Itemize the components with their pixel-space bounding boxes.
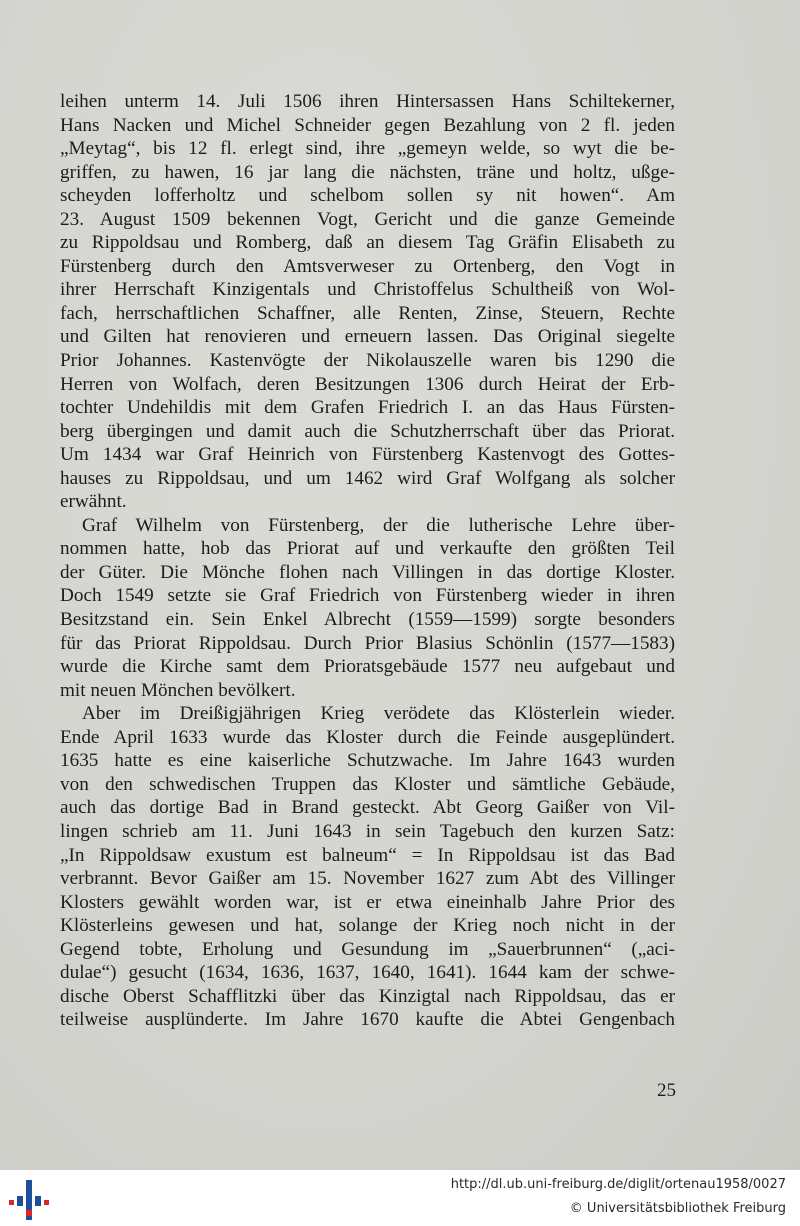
copyright-notice: © Universitätsbibliothek Freiburg — [569, 1201, 786, 1216]
text-line: „Meytag“, bis 12 fl. erlegt sind, ihre „gemeyn welde, so wyt die be- — [60, 138, 675, 160]
text-line: 23. August 1509 bekennen Vogt, Gericht und die ganze Gemeinde — [60, 208, 675, 230]
text-line: mit neuen Mönchen bevölkert. — [60, 679, 296, 701]
text-line: scheyden lofferholtz und schelbom sollen sy nit howen“. Am — [60, 185, 675, 207]
text-line: Fürstenberg durch den Amtsverweser zu Ortenberg, den Vogt in — [60, 255, 675, 277]
text-line: hauses zu Rippoldsau, und um 1462 wird Graf Wolfgang als solcher — [60, 467, 675, 489]
text-line: Um 1434 war Graf Heinrich von Fürstenberg Kastenvogt des Gottes- — [60, 444, 675, 466]
text-line: verbrannt. Bevor Gaißer am 15. November 1627 zum Abt des Villinger — [60, 868, 675, 890]
text-line: auch das dortige Bad in Brand gesteckt. Abt Georg Gaißer von Vil- — [60, 797, 675, 819]
text-line: ihrer Herrschaft Kinzigentals und Christoffelus Schultheiß von Wol- — [60, 279, 675, 301]
text-line: teilweise ausplünderte. Im Jahre 1670 kaufte die Abtei Gengenbach — [60, 1009, 675, 1031]
page-number: 25 — [657, 1080, 676, 1101]
text-line: Hans Nacken und Michel Schneider gegen Bezahlung von 2 fl. jeden — [60, 114, 675, 136]
text-line: wurde die Kirche samt dem Prioratsgebäude 1577 neu aufgebaut und — [60, 656, 675, 678]
text-line: leihen unterm 14. Juli 1506 ihren Hintersassen Hans Schiltekerner, — [60, 91, 675, 112]
text-line: lingen schrieb am 11. Juni 1643 in sein Tagebuch den kurzen Satz: — [60, 820, 675, 842]
text-line: Besitzstand ein. Sein Enkel Albrecht (1559—1599) sorgte besonders — [60, 609, 675, 631]
text-line: dulae“) gesucht (1634, 1636, 1637, 1640, 1641). 1644 kam der schwe- — [60, 962, 675, 984]
text-line: 1635 hatte es eine kaiserliche Schutzwache. Im Jahre 1643 wurden — [60, 750, 675, 772]
text-line: griffen, zu hawen, 16 jar lang die nächsten, träne und holtz, ußge- — [60, 161, 675, 183]
text-line: tochter Undehildis mit dem Grafen Friedrich I. an das Haus Fürsten- — [60, 397, 675, 419]
text-line: der Güter. Die Mönche flohen nach Villingen in das dortige Kloster. — [60, 561, 675, 583]
text-line: und Gilten hat renovieren und erneuern lassen. Das Original siegelte — [60, 326, 675, 348]
text-line: Doch 1549 setzte sie Graf Friedrich von Fürstenberg wieder in ihren — [60, 585, 675, 607]
text-line: zu Rippoldsau und Romberg, daß an diesem Tag Gräfin Elisabeth zu — [60, 232, 675, 254]
source-url-link[interactable]: http://dl.ub.uni-freiburg.de/diglit/ortenau1958/0027 — [450, 1177, 786, 1192]
text-line: Gegend tobte, Erholung und Gesundung im „Sauerbrunnen“ („aci- — [60, 938, 675, 960]
text-line: dische Oberst Schafflitzki über das Kinzigtal nach Rippoldsau, das er — [60, 985, 675, 1007]
text-line: Prior Johannes. Kastenvögte der Nikolauszelle waren bis 1290 die — [60, 350, 675, 372]
footer-bar — [0, 1170, 800, 1226]
university-library-logo-icon — [8, 1178, 50, 1222]
text-line: fach, herrschaftlichen Schaffner, alle Renten, Zinse, Steuern, Rechte — [60, 302, 675, 324]
text-line: Graf Wilhelm von Fürstenberg, der die lutherische Lehre über- — [82, 514, 675, 536]
text-line: Klösterleins gewesen und hat, solange der Krieg noch nicht in der — [60, 915, 675, 937]
paragraph — [60, 514, 675, 702]
text-line: nommen hatte, hob das Priorat auf und verkaufte den größten Teil — [60, 538, 675, 560]
text-line: Herren von Wolfach, deren Besitzungen 1306 durch Heirat der Erb- — [60, 373, 675, 395]
text-line: Aber im Dreißigjährigen Krieg verödete das Klösterlein wieder. — [82, 703, 675, 725]
text-line: erwähnt. — [60, 491, 127, 513]
paragraph — [60, 702, 675, 1032]
body-text — [60, 90, 675, 1032]
text-line: Ende April 1633 wurde das Kloster durch die Feinde ausgeplündert. — [60, 726, 675, 748]
text-line: von den schwedischen Truppen das Kloster und sämtliche Gebäude, — [60, 773, 675, 795]
text-line: für das Priorat Rippoldsau. Durch Prior Blasius Schönlin (1577—1583) — [60, 632, 675, 654]
text-line: „In Rippoldsaw exustum est balneum“ = In Rippoldsau ist das Bad — [60, 844, 675, 866]
text-line: berg übergingen und damit auch die Schutzherrschaft über das Priorat. — [60, 420, 675, 442]
text-line: Klosters gewählt worden war, ist er etwa eineinhalb Jahre Prior des — [60, 891, 675, 913]
paragraph — [60, 90, 675, 514]
